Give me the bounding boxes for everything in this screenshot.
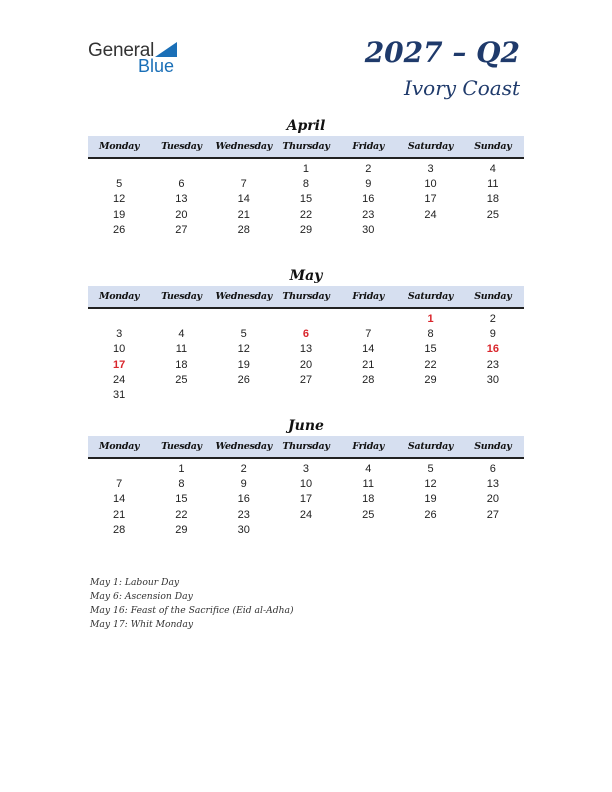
weekday-label: Sunday [474,441,512,452]
day-cell: 4 [489,162,496,175]
day-cell: 7 [240,177,247,190]
weekday-label: Sunday [474,291,512,302]
week-row [88,342,524,357]
day-cell: 11 [362,477,374,490]
day-cell: 24 [299,508,313,521]
weekday-label: Saturday [407,291,454,302]
logo-general-text: General [88,40,155,61]
weekday-label: Wednesday [215,291,272,302]
weekday-label: Wednesday [215,141,272,152]
day-cell: 12 [113,193,126,206]
holiday-note: May 17: Whit Monday [90,619,194,630]
day-cell: 15 [175,493,188,506]
day-cell: 28 [113,523,126,536]
day-cell: 27 [299,373,313,386]
weekday-header [88,436,524,459]
weekday-header [88,136,524,159]
day-cell: 14 [113,493,126,506]
day-cell: 27 [175,223,188,236]
day-cell: 12 [237,343,250,356]
month-name: June [288,418,324,434]
day-cell: 18 [362,493,375,506]
week-row [88,311,524,326]
day-cell: 15 [424,343,437,356]
day-cell: 4 [178,327,185,340]
day-cell: 5 [240,327,247,340]
day-cell: 10 [299,477,313,490]
day-cell: 15 [299,193,313,206]
day-cell: 10 [113,343,126,356]
month-may [88,266,524,403]
day-cell: 20 [299,358,313,371]
day-cell: 1 [178,462,185,475]
weekday-label: Monday [99,441,140,452]
day-cell: 17 [299,493,313,506]
week-row [88,492,524,507]
day-cell: 20 [486,493,499,506]
day-cell: 6 [489,462,496,475]
day-cell: 20 [175,208,188,221]
day-cell: 28 [362,373,375,386]
generalblue-logo [88,40,188,76]
weekday-label: Thursday [282,141,330,152]
day-cell: 1 [302,162,310,175]
day-cell: 9 [240,477,247,490]
day-cell: 26 [424,508,437,521]
holiday-date: 1 [427,312,434,325]
day-cell: 25 [486,208,499,221]
week-row [88,507,524,522]
day-cell: 27 [486,508,499,521]
day-cell: 9 [489,327,496,340]
day-cell: 22 [299,208,313,221]
day-cell: 21 [237,208,250,221]
day-cell: 13 [175,193,188,206]
day-cell: 5 [427,462,434,475]
day-cell: 6 [178,177,185,190]
day-cell: 7 [116,477,123,490]
week-row [88,357,524,372]
day-cell: 14 [362,343,375,356]
weekday-label: Tuesday [161,291,202,302]
day-cell: 11 [175,343,188,356]
weekday-label: Monday [99,291,140,302]
week-row [88,522,524,537]
holiday-note: May 16: Feast of the Sacrifice (Eid al-Adha) [90,605,294,616]
day-cell: 8 [427,327,434,340]
weekday-label: Friday [352,441,385,452]
day-cell: 3 [427,162,434,175]
day-cell: 25 [362,508,375,521]
weekday-label: Saturday [407,441,454,452]
day-cell: 12 [424,477,437,490]
day-cell: 21 [362,358,375,371]
weekday-label: Saturday [407,141,454,152]
day-cell: 10 [424,177,437,190]
holiday-note: May 6: Ascension Day [90,591,193,602]
weekday-label: Friday [352,141,385,152]
weekday-label: Sunday [474,141,512,152]
week-row [88,461,524,476]
day-cell: 24 [113,373,126,386]
day-cell: 14 [237,193,250,206]
day-cell: 21 [113,508,126,521]
country-name: Ivory Coast [403,76,520,100]
month-june [88,416,524,537]
day-cell: 18 [175,358,188,371]
logo-blue-text: Blue [138,56,175,76]
month-name: May [289,268,323,284]
day-cell: 16 [362,193,375,206]
day-cell: 29 [175,523,188,536]
day-cell: 23 [237,508,250,521]
day-cell: 3 [116,327,123,340]
day-cell: 23 [486,358,499,371]
day-cell: 30 [486,373,499,386]
day-cell: 2 [489,312,496,325]
day-cell: 31 [113,389,126,402]
week-row [88,387,524,402]
day-cell: 18 [486,193,499,206]
day-cell: 22 [424,358,437,371]
day-cell: 8 [178,477,185,490]
week-row [88,207,524,222]
day-cell: 19 [237,358,250,371]
logo-triangle-icon [155,42,177,57]
week-row [88,222,524,237]
day-cell: 4 [365,462,372,475]
week-row [88,372,524,387]
day-cell: 23 [362,208,375,221]
weekday-label: Friday [352,291,385,302]
day-cell: 26 [237,373,250,386]
holiday-date: 16 [486,343,499,356]
day-cell: 25 [175,373,188,386]
weekday-label: Thursday [282,441,330,452]
day-cell: 16 [237,493,250,506]
weekday-label: Tuesday [161,141,202,152]
day-cell: 13 [486,477,499,490]
day-cell: 8 [302,177,310,190]
week-row [88,476,524,491]
month-april [88,116,524,237]
day-cell: 30 [362,223,375,236]
page-title: 2027 – Q2 [364,36,520,69]
day-cell: 30 [237,523,250,536]
weekday-label: Wednesday [215,441,272,452]
day-cell: 29 [299,223,313,236]
week-row [88,326,524,341]
weekday-label: Tuesday [161,441,202,452]
week-row [88,176,524,191]
day-cell: 28 [237,223,250,236]
day-cell: 22 [175,508,188,521]
day-cell: 2 [365,162,372,175]
day-cell: 24 [424,208,437,221]
day-cell: 5 [116,177,123,190]
weekday-label: Thursday [282,291,330,302]
day-cell: 17 [424,193,437,206]
day-cell: 9 [365,177,372,190]
holiday-date: 6 [302,327,310,340]
day-cell: 3 [302,462,310,475]
week-row [88,192,524,207]
month-name: April [286,118,326,134]
weekday-header [88,286,524,309]
holiday-note: May 1: Labour Day [90,577,180,588]
day-cell: 19 [113,208,126,221]
day-cell: 11 [487,177,499,190]
holiday-date: 17 [113,358,126,371]
day-cell: 2 [240,462,247,475]
day-cell: 19 [424,493,437,506]
day-cell: 13 [299,343,313,356]
day-cell: 29 [424,373,437,386]
holiday-notes [90,576,294,632]
day-cell: 26 [113,223,126,236]
day-cell: 7 [365,327,372,340]
weekday-label: Monday [99,141,140,152]
week-row [88,161,524,176]
